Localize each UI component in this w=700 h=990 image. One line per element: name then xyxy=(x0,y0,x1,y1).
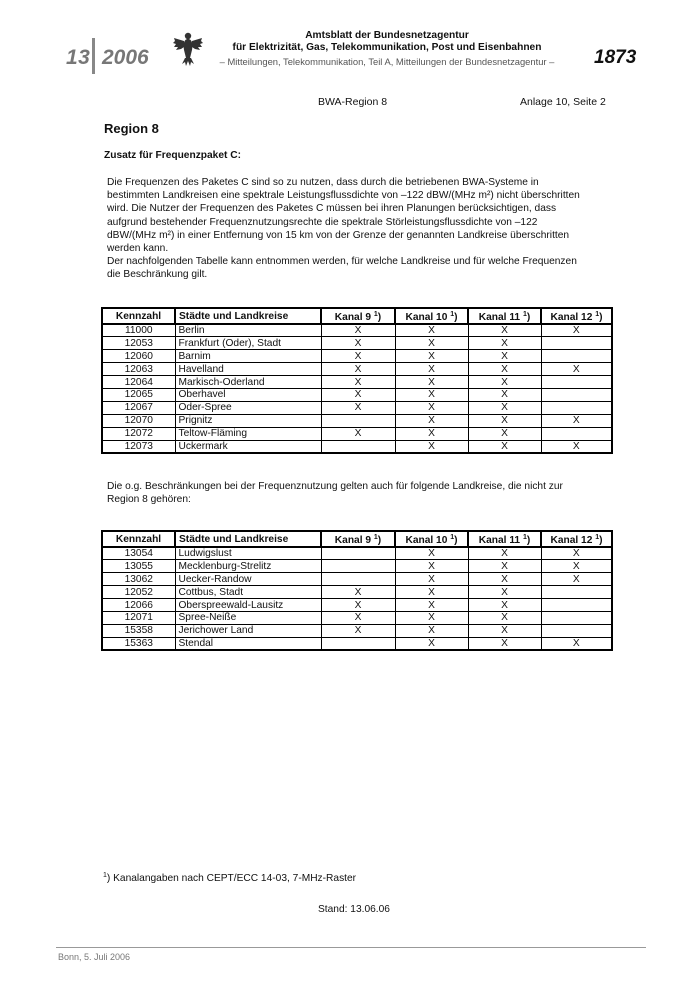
cell-kanal-10: X xyxy=(395,611,468,624)
region-table xyxy=(101,307,613,454)
footnote-mark: 1 xyxy=(595,534,600,541)
paren: ) xyxy=(599,535,603,546)
cell-name: Spree-Neiße xyxy=(175,611,321,624)
col-label: Kanal 10 xyxy=(405,312,448,323)
col-label: Kanal 9 xyxy=(334,312,372,323)
table-row xyxy=(102,376,612,389)
col-kanal-10 xyxy=(395,531,468,547)
page-number: 1873 xyxy=(594,47,637,68)
table-row xyxy=(102,611,612,624)
cell-kanal-12 xyxy=(541,401,612,414)
cell-kennzahl: 12066 xyxy=(102,599,175,612)
cell-kanal-12 xyxy=(541,427,612,440)
footer-date: Bonn, 5. Juli 2006 xyxy=(58,952,131,962)
cell-name: Uckermark xyxy=(175,440,321,453)
paragraph-line: wird. Die Nutzer der Frequenzen des Paketes C müssen bei ihren Planungen berücksichtigen, dass xyxy=(107,203,557,215)
cell-kanal-12 xyxy=(541,599,612,612)
paren: ) xyxy=(377,535,382,546)
cell-kanal-10: X xyxy=(395,624,468,637)
table-row xyxy=(102,624,612,637)
paren: ) xyxy=(454,535,458,546)
cell-kanal-10: X xyxy=(395,337,468,350)
cell-name: Jerichower Land xyxy=(175,624,321,637)
cell-kennzahl: 12065 xyxy=(102,388,175,401)
paren: ) xyxy=(599,312,603,323)
paragraph-line: Der nachfolgenden Tabelle kann entnommen werden, für welche Landkreise und für welche Frequenzen xyxy=(107,256,577,268)
cell-kennzahl: 13062 xyxy=(102,573,175,586)
cell-kanal-9: X xyxy=(321,611,395,624)
federal-eagle-icon xyxy=(172,30,204,68)
table-row xyxy=(102,637,612,650)
cell-name: Berlin xyxy=(175,324,321,337)
col-kanal-9 xyxy=(321,308,395,324)
col-staedte: Städte und Landkreise xyxy=(175,308,321,324)
col-kanal-9 xyxy=(321,531,395,547)
col-kanal-12 xyxy=(541,308,612,324)
cell-kanal-9: X xyxy=(321,388,395,401)
table-row xyxy=(102,363,612,376)
cell-kanal-10: X xyxy=(395,599,468,612)
paragraph-1 xyxy=(107,176,601,282)
cell-kennzahl: 11000 xyxy=(102,324,175,337)
cell-kanal-9 xyxy=(321,560,395,573)
cell-kanal-12: X xyxy=(541,560,612,573)
cell-kanal-11: X xyxy=(468,427,541,440)
table-header-row xyxy=(102,531,612,547)
col-kennzahl: Kennzahl xyxy=(102,531,175,547)
cell-kanal-10: X xyxy=(395,376,468,389)
cell-kanal-11: X xyxy=(468,337,541,350)
paragraph-line: bestimmten Landkreisen eine spektrale Leistungsflussdichte von –122 dBW/(MHz m²) nicht überschritten xyxy=(107,190,580,202)
cell-kanal-12 xyxy=(541,611,612,624)
annex-region: BWA-Region 8 xyxy=(318,96,388,108)
cell-kennzahl: 12071 xyxy=(102,611,175,624)
cell-name: Teltow-Fläming xyxy=(175,427,321,440)
table-row xyxy=(102,440,612,453)
footnote-mark: 1 xyxy=(373,311,378,318)
cell-kanal-9: X xyxy=(321,350,395,363)
col-label: Kanal 10 xyxy=(405,535,448,546)
paren: ) xyxy=(526,312,531,323)
cell-kennzahl: 13055 xyxy=(102,560,175,573)
cell-kanal-12: X xyxy=(541,547,612,560)
cell-kanal-9 xyxy=(321,547,395,560)
issue-year: 2006 xyxy=(102,46,149,69)
cell-name: Prignitz xyxy=(175,414,321,427)
table-row xyxy=(102,414,612,427)
table-row xyxy=(102,573,612,586)
footnote-mark: 1 xyxy=(103,872,107,879)
cell-kanal-10: X xyxy=(395,427,468,440)
cell-kanal-12 xyxy=(541,376,612,389)
stand-date: Stand: 13.06.06 xyxy=(318,904,390,915)
cell-kanal-12: X xyxy=(541,414,612,427)
cell-kanal-9: X xyxy=(321,376,395,389)
neighbor-table xyxy=(101,530,613,651)
col-kanal-12 xyxy=(541,531,612,547)
cell-kanal-11: X xyxy=(468,560,541,573)
cell-kennzahl: 12070 xyxy=(102,414,175,427)
cell-kanal-9: X xyxy=(321,427,395,440)
cell-kanal-11: X xyxy=(468,376,541,389)
cell-kanal-11: X xyxy=(468,350,541,363)
cell-kanal-10: X xyxy=(395,637,468,650)
paren: ) xyxy=(526,535,531,546)
cell-kanal-10: X xyxy=(395,350,468,363)
cell-kanal-11: X xyxy=(468,599,541,612)
cell-kanal-9: X xyxy=(321,324,395,337)
footnote-mark: 1 xyxy=(450,311,455,318)
annex-page: Anlage 10, Seite 2 xyxy=(520,96,606,108)
cell-kanal-10: X xyxy=(395,573,468,586)
footer-divider xyxy=(56,947,646,948)
table-row xyxy=(102,337,612,350)
table-row xyxy=(102,547,612,560)
cell-kanal-10: X xyxy=(395,414,468,427)
cell-kanal-11: X xyxy=(468,324,541,337)
table-row xyxy=(102,560,612,573)
cell-kanal-10: X xyxy=(395,440,468,453)
gazette-title-line1: Amtsblatt der Bundesnetzagentur xyxy=(305,30,469,41)
cell-kanal-10: X xyxy=(395,586,468,599)
paren: ) xyxy=(454,312,458,323)
cell-name: Barnim xyxy=(175,350,321,363)
cell-kanal-11: X xyxy=(468,586,541,599)
gazette-subtitle: – Mitteilungen, Telekommunikation, Teil A, Mitteilungen der Bundesnetzagentur – xyxy=(219,56,555,67)
cell-kennzahl: 15363 xyxy=(102,637,175,650)
cell-kanal-11: X xyxy=(468,401,541,414)
footnote-mark: 1 xyxy=(522,311,527,318)
cell-kanal-10: X xyxy=(395,401,468,414)
cell-kennzahl: 13054 xyxy=(102,547,175,560)
cell-kennzahl: 12064 xyxy=(102,376,175,389)
cell-kanal-12 xyxy=(541,624,612,637)
paragraph-line: aufgrund bestehender Frequenznutzungsrechte die spektrale Störleistungsflussdichte von –122 xyxy=(107,216,538,228)
cell-kanal-9 xyxy=(321,573,395,586)
cell-kennzahl: 12063 xyxy=(102,363,175,376)
cell-kanal-11: X xyxy=(468,440,541,453)
cell-kanal-12: X xyxy=(541,573,612,586)
table-row xyxy=(102,586,612,599)
table-row xyxy=(102,401,612,414)
col-label: Kanal 9 xyxy=(334,535,372,546)
cell-kanal-12: X xyxy=(541,440,612,453)
cell-kanal-12: X xyxy=(541,363,612,376)
col-label: Kanal 11 xyxy=(478,312,521,323)
cell-name: Havelland xyxy=(175,363,321,376)
cell-kanal-11: X xyxy=(468,547,541,560)
cell-kanal-9: X xyxy=(321,363,395,376)
paragraph-line: Region 8 gehören: xyxy=(107,494,191,506)
footnote-mark: 1 xyxy=(373,534,378,541)
cell-kanal-12 xyxy=(541,586,612,599)
paragraph-line: die Beschränkung gilt. xyxy=(107,269,208,281)
header-divider xyxy=(92,38,95,74)
cell-name: Mecklenburg-Strelitz xyxy=(175,560,321,573)
cell-kanal-10: X xyxy=(395,388,468,401)
cell-kanal-12 xyxy=(541,337,612,350)
paren: ) xyxy=(377,312,382,323)
cell-kanal-9 xyxy=(321,637,395,650)
issue-number: 13 xyxy=(66,46,91,69)
col-label: Kanal 12 xyxy=(550,312,593,323)
cell-kanal-11: X xyxy=(468,573,541,586)
cell-kennzahl: 12052 xyxy=(102,586,175,599)
footnote-text: ) Kanalangaben nach CEPT/ECC 14-03, 7-MHz-Raster xyxy=(106,873,357,884)
table-row xyxy=(102,427,612,440)
col-kennzahl: Kennzahl xyxy=(102,308,175,324)
cell-kennzahl: 12073 xyxy=(102,440,175,453)
cell-kanal-11: X xyxy=(468,624,541,637)
zusatz-heading: Zusatz für Frequenzpaket C: xyxy=(104,150,241,161)
cell-kanal-12: X xyxy=(541,637,612,650)
cell-kanal-9: X xyxy=(321,337,395,350)
gazette-title-line2: für Elektrizität, Gas, Telekommunikation, Post und Eisenbahnen xyxy=(232,42,542,53)
cell-kanal-10: X xyxy=(395,324,468,337)
cell-kanal-9 xyxy=(321,440,395,453)
table-row xyxy=(102,599,612,612)
col-label: Kanal 11 xyxy=(478,535,521,546)
footnote-mark: 1 xyxy=(595,311,600,318)
cell-kennzahl: 12067 xyxy=(102,401,175,414)
footnote xyxy=(103,872,356,884)
cell-kanal-12: X xyxy=(541,324,612,337)
cell-kanal-9: X xyxy=(321,624,395,637)
cell-name: Stendal xyxy=(175,637,321,650)
paragraph-line: Die Frequenzen des Paketes C sind so zu nutzen, dass durch die betriebenen BWA-Systeme in xyxy=(107,177,539,188)
cell-name: Uecker-Randow xyxy=(175,573,321,586)
cell-kennzahl: 12053 xyxy=(102,337,175,350)
cell-kanal-11: X xyxy=(468,414,541,427)
table-row xyxy=(102,350,612,363)
cell-kanal-9 xyxy=(321,414,395,427)
cell-kanal-12 xyxy=(541,350,612,363)
cell-kanal-10: X xyxy=(395,363,468,376)
cell-kanal-9: X xyxy=(321,586,395,599)
cell-name: Oberspreewald-Lausitz xyxy=(175,599,321,612)
cell-kennzahl: 12072 xyxy=(102,427,175,440)
paragraph-line: dBW/(MHz m²) in einer Entfernung von 15 km von der Grenze der genannten Landkreise überschritten xyxy=(107,229,570,241)
cell-name: Frankfurt (Oder), Stadt xyxy=(175,337,321,350)
gazette-title xyxy=(214,30,560,54)
table-row xyxy=(102,324,612,337)
cell-kennzahl: 12060 xyxy=(102,350,175,363)
cell-name: Ludwigslust xyxy=(175,547,321,560)
cell-name: Oder-Spree xyxy=(175,401,321,414)
cell-kanal-12 xyxy=(541,388,612,401)
paragraph-line: Die o.g. Beschränkungen bei der Frequenznutzung gelten auch für folgende Landkreise, die nicht zur xyxy=(107,481,563,492)
col-kanal-11 xyxy=(468,308,541,324)
cell-kanal-11: X xyxy=(468,637,541,650)
paragraph-2 xyxy=(107,480,601,506)
table-header-row xyxy=(102,308,612,324)
cell-kanal-11: X xyxy=(468,611,541,624)
paragraph-line: werden kann. xyxy=(107,243,169,255)
cell-name: Markisch-Oderland xyxy=(175,376,321,389)
col-kanal-10 xyxy=(395,308,468,324)
cell-kanal-11: X xyxy=(468,388,541,401)
region-title: Region 8 xyxy=(104,121,159,136)
cell-kanal-11: X xyxy=(468,363,541,376)
cell-kennzahl: 15358 xyxy=(102,624,175,637)
col-label: Kanal 12 xyxy=(550,535,593,546)
table-row xyxy=(102,388,612,401)
cell-kanal-9: X xyxy=(321,401,395,414)
footnote-mark: 1 xyxy=(522,534,527,541)
cell-name: Cottbus, Stadt xyxy=(175,586,321,599)
col-kanal-11 xyxy=(468,531,541,547)
col-staedte: Städte und Landkreise xyxy=(175,531,321,547)
cell-kanal-10: X xyxy=(395,560,468,573)
cell-kanal-10: X xyxy=(395,547,468,560)
cell-kanal-9: X xyxy=(321,599,395,612)
cell-name: Oberhavel xyxy=(175,388,321,401)
footnote-mark: 1 xyxy=(450,534,455,541)
